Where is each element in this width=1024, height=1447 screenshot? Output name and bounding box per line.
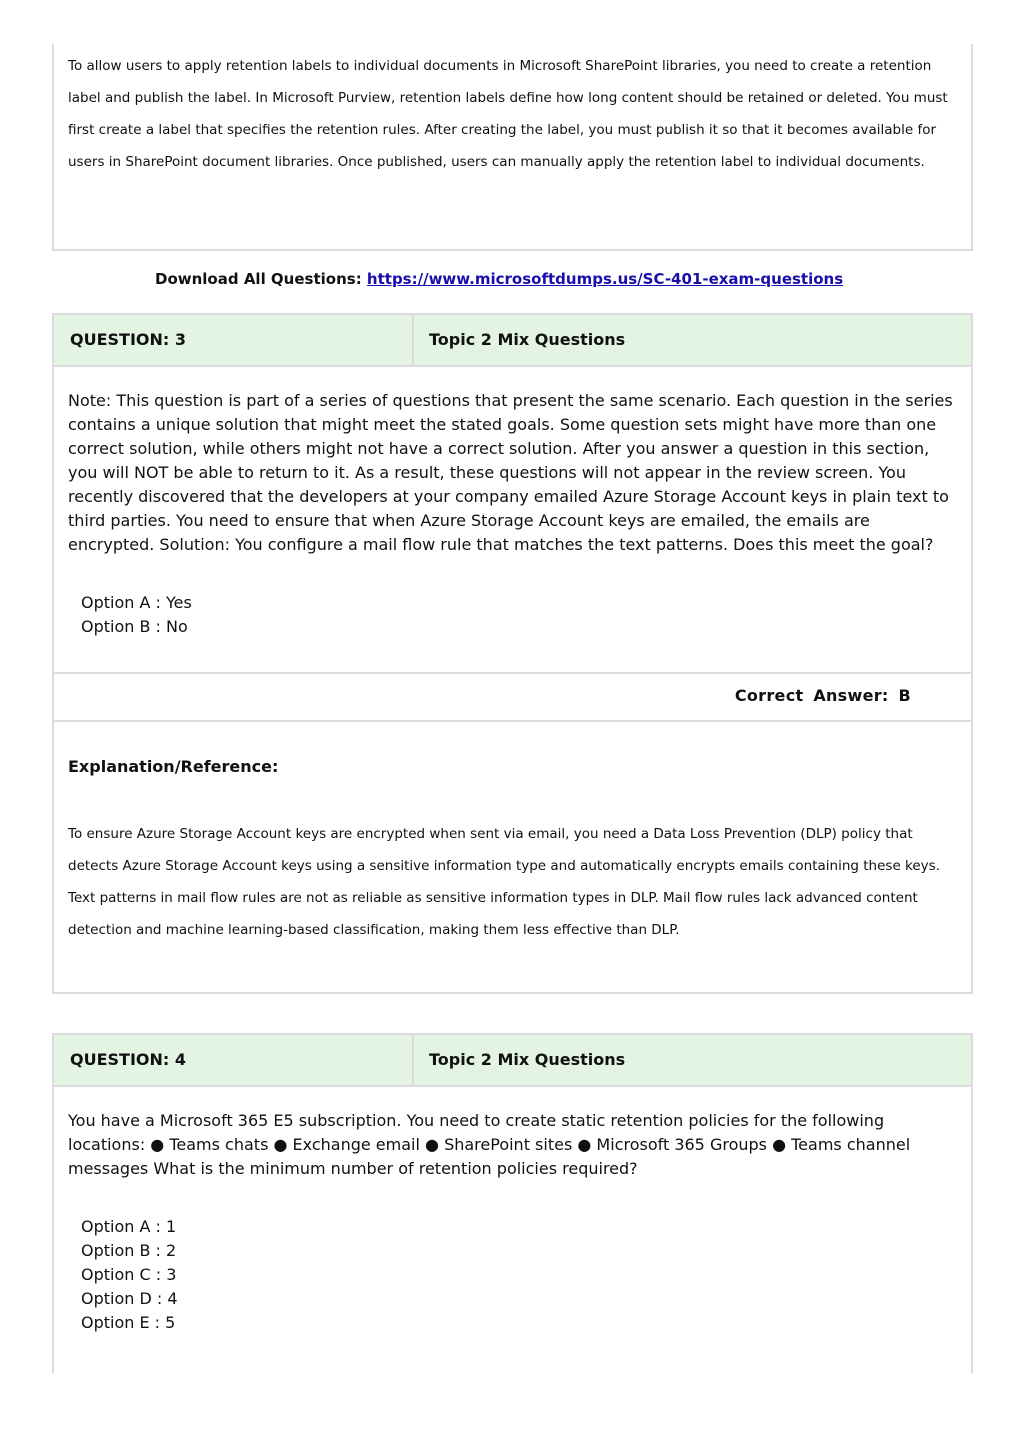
question-topic: Topic 2 Mix Questions [429,330,626,349]
question-topic: Topic 2 Mix Questions [429,1050,626,1069]
option-a: Option A : 1 [81,1217,177,1236]
question-text: Note: This question is part of a series of questions that present the same scenario. Each question in the series contains a unique solution that might meet the stated goals. Some question sets might have more than one correct solution, while others might not have a correct solution. After you answer a question in this section, you will NOT be able to return to it. As a result, these questions will not appear in the review screen. You recently discovered that the developers at your company emailed Azure Storage Account keys in plain text to third parties. You need to ensure that when Azure Storage Account keys are emailed, the emails are encrypted. Solution: You configure a mail flow rule that matches the text patterns. Does this meet the goal? [68,391,953,554]
options-list [54,557,971,639]
download-label: Download All Questions: [155,270,367,288]
option-b: Option B : No [81,617,188,636]
question-text: You have a Microsoft 365 E5 subscription. You need to create static retention policies for the following locations: ● Teams chats ● Exchange email ● SharePoint sites ● Microsoft 365 Groups ● Teams channel messages What is the minimum number of retention policies required? [68,1111,911,1178]
explanation-text: To ensure Azure Storage Account keys are encrypted when sent via email, you need a Data Loss Prevention (DLP) policy that detects Azure Storage Account keys using a sensitive information type and automatically encrypts emails containing these keys. Text patterns in mail flow rules are not as reliable as sensitive information types in DLP. Mail flow rules lack advanced content detection and machine learning-based classification, making them less effective than DLP. [68,826,940,938]
explanation-title: Explanation/Reference: [68,757,279,776]
question-card-4 [52,1033,973,1373]
previous-explanation-text: To allow users to apply retention labels to individual documents in Microsoft SharePoint libraries, you need to create a retention label and publish the label. In Microsoft Purview, retention labels define how long content should be retained or deleted. You must first create a label that specifies the retention rules. After creating the label, you must publish it so that it becomes available for users in SharePoint document libraries. Once published, users can manually apply the retention label to individual documents. [68,58,948,170]
question-number: QUESTION: 3 [54,315,414,365]
download-link[interactable]: https://www.microsoftdumps.us/SC-401-exam-questions [366,270,844,288]
option-b: Option B : 2 [81,1241,177,1260]
question-card-3 [52,313,973,994]
question-header [54,1035,971,1087]
options-list [54,1181,971,1335]
download-line [155,270,843,288]
question-header [54,315,971,367]
correct-answer: Correct Answer: B [54,672,971,722]
question-number: QUESTION: 4 [54,1035,414,1085]
previous-explanation-box [52,44,973,251]
option-d: Option D : 4 [81,1289,178,1308]
option-a: Option A : Yes [81,593,192,612]
option-c: Option C : 3 [81,1265,177,1284]
option-e: Option E : 5 [81,1313,176,1332]
